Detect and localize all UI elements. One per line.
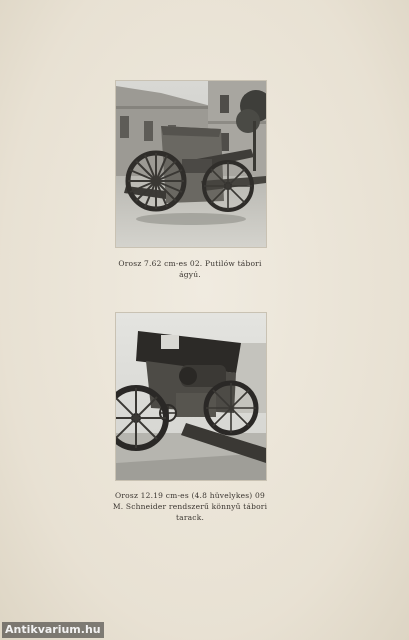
right-wheel	[206, 383, 256, 433]
right-wheel	[204, 162, 252, 210]
caption-line: M. Schneider rendszerű könnyű tábori	[112, 502, 268, 511]
caption-line: ágyú.	[179, 270, 201, 279]
caption-line: tarack.	[175, 513, 205, 522]
photo-schneider-howitzer	[115, 312, 267, 481]
left-wheel	[128, 153, 184, 209]
site-watermark: Antikvarium.hu	[2, 622, 104, 638]
caption-line: Orosz 12.19 cm-es (4.8 hüvelykes) 09	[115, 491, 265, 500]
caption-line: Orosz 7.62 cm-es 02. Putilów tábori	[118, 259, 262, 268]
schneider-howitzer-image	[116, 313, 266, 480]
caption-figure-2	[95, 490, 285, 523]
caption-figure-1	[100, 258, 280, 280]
photo-putilov-field-gun	[115, 80, 267, 248]
putilov-gun-image	[116, 81, 266, 247]
